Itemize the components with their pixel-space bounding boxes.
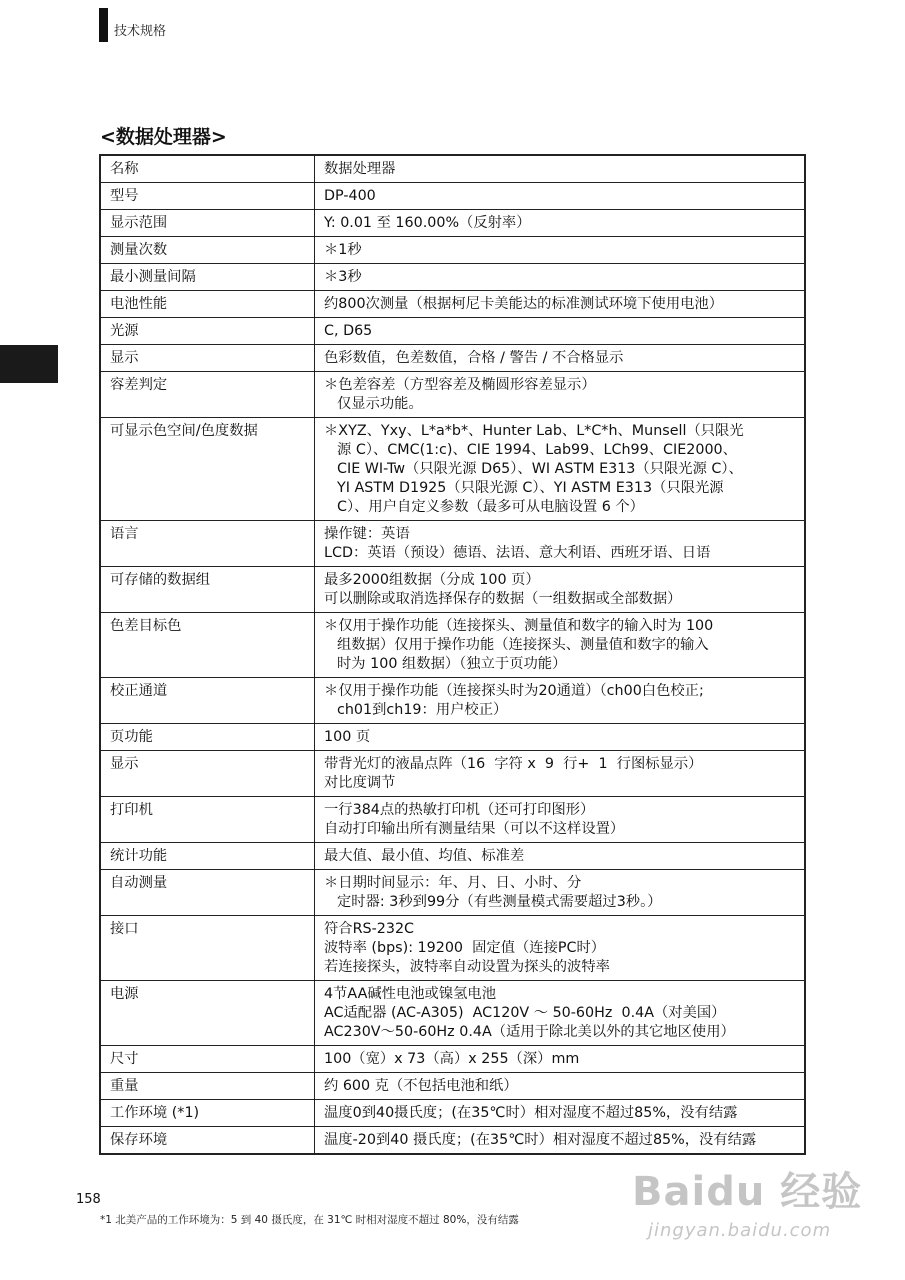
side-tab-marker bbox=[0, 345, 58, 383]
table-row bbox=[100, 724, 805, 751]
table-row bbox=[100, 345, 805, 372]
spec-value-line: ch01到ch19：用户校正） bbox=[337, 702, 508, 718]
table-row bbox=[100, 155, 805, 183]
spec-value-line: 一行384点的热敏打印机（还可打印图形） bbox=[324, 802, 595, 818]
spec-value-line: 若连接探头，波特率自动设置为探头的波特率 bbox=[324, 959, 610, 975]
spec-value-line: 时为 100 组数据）（独立于页功能） bbox=[337, 656, 567, 672]
page-number: 158 bbox=[76, 1192, 101, 1207]
table-row bbox=[100, 567, 805, 613]
spec-label: 语言 bbox=[100, 521, 315, 567]
table-row bbox=[100, 797, 805, 843]
spec-value bbox=[315, 724, 806, 751]
spec-value-line: 可以删除或取消选择保存的数据（一组数据或全部数据） bbox=[324, 591, 682, 607]
spec-value-line: 约 600 克（不包括电池和纸） bbox=[324, 1078, 518, 1094]
table-row bbox=[100, 183, 805, 210]
table-row bbox=[100, 916, 805, 981]
spec-label: 最小测量间隔 bbox=[100, 264, 315, 291]
spec-value-line: ＊仅用于操作功能（连接探头、测量值和数字的输入时为 100 bbox=[324, 618, 714, 634]
spec-value-line: 波特率 (bps): 19200 固定值（连接PC时） bbox=[324, 940, 606, 956]
spec-value bbox=[315, 264, 806, 291]
spec-value-line: 约800次测量（根据柯尼卡美能达的标准测试环境下使用电池） bbox=[324, 296, 724, 312]
table-row bbox=[100, 291, 805, 318]
spec-value-line: ＊1秒 bbox=[324, 242, 362, 258]
page-title: <数据处理器> bbox=[100, 126, 227, 148]
spec-value bbox=[315, 1073, 806, 1100]
spec-value-line: LCD：英语（预设）德语、法语、意大利语、西班牙语、日语 bbox=[324, 545, 711, 561]
table-row bbox=[100, 418, 805, 521]
spec-value-line: CIE WI-Tw（只限光源 D65）、WI ASTM E313（只限光源 C）、 bbox=[337, 461, 743, 477]
spec-value bbox=[315, 291, 806, 318]
table-row bbox=[100, 1100, 805, 1127]
spec-value-line: 4节AA碱性电池或镍氢电池 bbox=[324, 986, 497, 1002]
spec-value-line: 源 C）、CMC(1:c)、CIE 1994、Lab99、LCh99、CIE2000、 bbox=[337, 442, 737, 458]
spec-value-line: 数据处理器 bbox=[324, 161, 396, 177]
spec-value bbox=[315, 870, 806, 916]
spec-value-line: 100 页 bbox=[324, 729, 371, 745]
table-row bbox=[100, 318, 805, 345]
table-row bbox=[100, 843, 805, 870]
spec-value-line: 色彩数值，色差数值，合格 / 警告 / 不合格显示 bbox=[324, 350, 624, 366]
spec-value bbox=[315, 521, 806, 567]
spec-label: 容差判定 bbox=[100, 372, 315, 418]
spec-value bbox=[315, 797, 806, 843]
spec-value-line: C）、用户自定义参数（最多可从电脑设置 6 个） bbox=[337, 499, 644, 515]
spec-label: 型号 bbox=[100, 183, 315, 210]
spec-value-line: 组数据）仅用于操作功能（连接探头、测量值和数字的输入 bbox=[337, 637, 709, 653]
spec-label: 显示 bbox=[100, 751, 315, 797]
table-row bbox=[100, 1046, 805, 1073]
spec-value bbox=[315, 183, 806, 210]
spec-value-line: 定时器: 3秒到99分（有些测量模式需要超过3秒。） bbox=[337, 894, 662, 910]
spec-value-line: ＊3秒 bbox=[324, 269, 362, 285]
watermark-url: jingyan.baidu.com bbox=[648, 1220, 832, 1241]
spec-value bbox=[315, 613, 806, 678]
footnote: *1 北美产品的工作环境为：5 到 40 摄氏度，在 31℃ 时相对湿度不超过 80%，没有结露 bbox=[100, 1214, 519, 1226]
spec-label: 尺寸 bbox=[100, 1046, 315, 1073]
spec-value bbox=[315, 981, 806, 1046]
spec-value-line: 符合RS-232C bbox=[324, 921, 415, 937]
spec-value bbox=[315, 1046, 806, 1073]
spec-label: 显示 bbox=[100, 345, 315, 372]
spec-value bbox=[315, 843, 806, 870]
spec-value-line: 操作键：英语 bbox=[324, 526, 410, 542]
spec-label: 可显示色空间/色度数据 bbox=[100, 418, 315, 521]
spec-value bbox=[315, 372, 806, 418]
spec-value-line: ＊仅用于操作功能（连接探头时为20通道）（ch00白色校正; bbox=[324, 683, 704, 699]
spec-label: 色差目标色 bbox=[100, 613, 315, 678]
watermark bbox=[620, 1160, 880, 1260]
spec-value-line: ＊日期时间显示：年、月、日、小时、分 bbox=[324, 875, 582, 891]
spec-value bbox=[315, 916, 806, 981]
spec-value bbox=[315, 1127, 806, 1155]
spec-label: 打印机 bbox=[100, 797, 315, 843]
spec-label: 电池性能 bbox=[100, 291, 315, 318]
table-row bbox=[100, 678, 805, 724]
spec-value bbox=[315, 345, 806, 372]
spec-value-line: AC适配器 (AC-A305) AC120V ～ 50-60Hz 0.4A（对美国） bbox=[324, 1005, 726, 1021]
table-row bbox=[100, 1073, 805, 1100]
spec-value-line: 对比度调节 bbox=[324, 775, 396, 791]
spec-label: 统计功能 bbox=[100, 843, 315, 870]
spec-value-line: 最大值、最小值、均值、标准差 bbox=[324, 848, 525, 864]
spec-value-line: ＊色差容差（方型容差及椭圆形容差显示） bbox=[324, 377, 596, 393]
spec-value bbox=[315, 751, 806, 797]
spec-label: 自动测量 bbox=[100, 870, 315, 916]
table-row bbox=[100, 1127, 805, 1155]
table-row bbox=[100, 870, 805, 916]
table-row bbox=[100, 264, 805, 291]
spec-label: 校正通道 bbox=[100, 678, 315, 724]
spec-label: 重量 bbox=[100, 1073, 315, 1100]
spec-label: 可存储的数据组 bbox=[100, 567, 315, 613]
spec-label: 测量次数 bbox=[100, 237, 315, 264]
table-row bbox=[100, 237, 805, 264]
spec-value bbox=[315, 678, 806, 724]
spec-value bbox=[315, 1100, 806, 1127]
table-row bbox=[100, 981, 805, 1046]
spec-value bbox=[315, 418, 806, 521]
table-row bbox=[100, 372, 805, 418]
spec-label: 接口 bbox=[100, 916, 315, 981]
spec-value bbox=[315, 210, 806, 237]
spec-label: 页功能 bbox=[100, 724, 315, 751]
table-row bbox=[100, 751, 805, 797]
spec-value-line: C, D65 bbox=[324, 323, 373, 339]
spec-value-line: 自动打印输出所有测量结果（可以不这样设置） bbox=[324, 821, 625, 837]
spec-label: 工作环境 (*1) bbox=[100, 1100, 315, 1127]
spec-value-line: ＊XYZ、Yxy、L*a*b*、Hunter Lab、L*C*h、Munsell（只限光 bbox=[324, 423, 744, 439]
spec-value bbox=[315, 567, 806, 613]
spec-value-line: 温度0到40摄氏度；(在35℃时）相对湿度不超过85%，没有结露 bbox=[324, 1105, 738, 1121]
table-row bbox=[100, 613, 805, 678]
watermark-logo: Baidu 经验 bbox=[632, 1169, 863, 1215]
table-row bbox=[100, 210, 805, 237]
spec-value bbox=[315, 237, 806, 264]
spec-value-line: 仅显示功能。 bbox=[337, 396, 423, 412]
spec-value bbox=[315, 155, 806, 183]
spec-label: 光源 bbox=[100, 318, 315, 345]
spec-value-line: Y: 0.01 至 160.00%（反射率） bbox=[324, 215, 531, 231]
spec-label: 显示范围 bbox=[100, 210, 315, 237]
spec-value-line: YI ASTM D1925（只限光源 C）、YI ASTM E313（只限光源 bbox=[337, 480, 724, 496]
header-bar bbox=[99, 8, 108, 42]
spec-value-line: DP-400 bbox=[324, 188, 376, 204]
spec-value-line: 最多2000组数据（分成 100 页） bbox=[324, 572, 540, 588]
spec-label: 保存环境 bbox=[100, 1127, 315, 1155]
spec-value bbox=[315, 318, 806, 345]
spec-label: 名称 bbox=[100, 155, 315, 183]
section-label: 技术规格 bbox=[114, 24, 167, 39]
table-row bbox=[100, 521, 805, 567]
spec-value-line: 带背光灯的液晶点阵（16 字符 x 9 行+ 1 行图标显示） bbox=[324, 756, 703, 772]
spec-table bbox=[99, 154, 806, 1155]
spec-value-line: AC230V～50-60Hz 0.4A（适用于除北美以外的其它地区使用） bbox=[324, 1024, 735, 1040]
spec-value-line: 温度-20到40 摄氏度；(在35℃时）相对湿度不超过85%，没有结露 bbox=[324, 1132, 757, 1148]
spec-value-line: 100（宽）x 73（高）x 255（深）mm bbox=[324, 1051, 580, 1067]
spec-label: 电源 bbox=[100, 981, 315, 1046]
